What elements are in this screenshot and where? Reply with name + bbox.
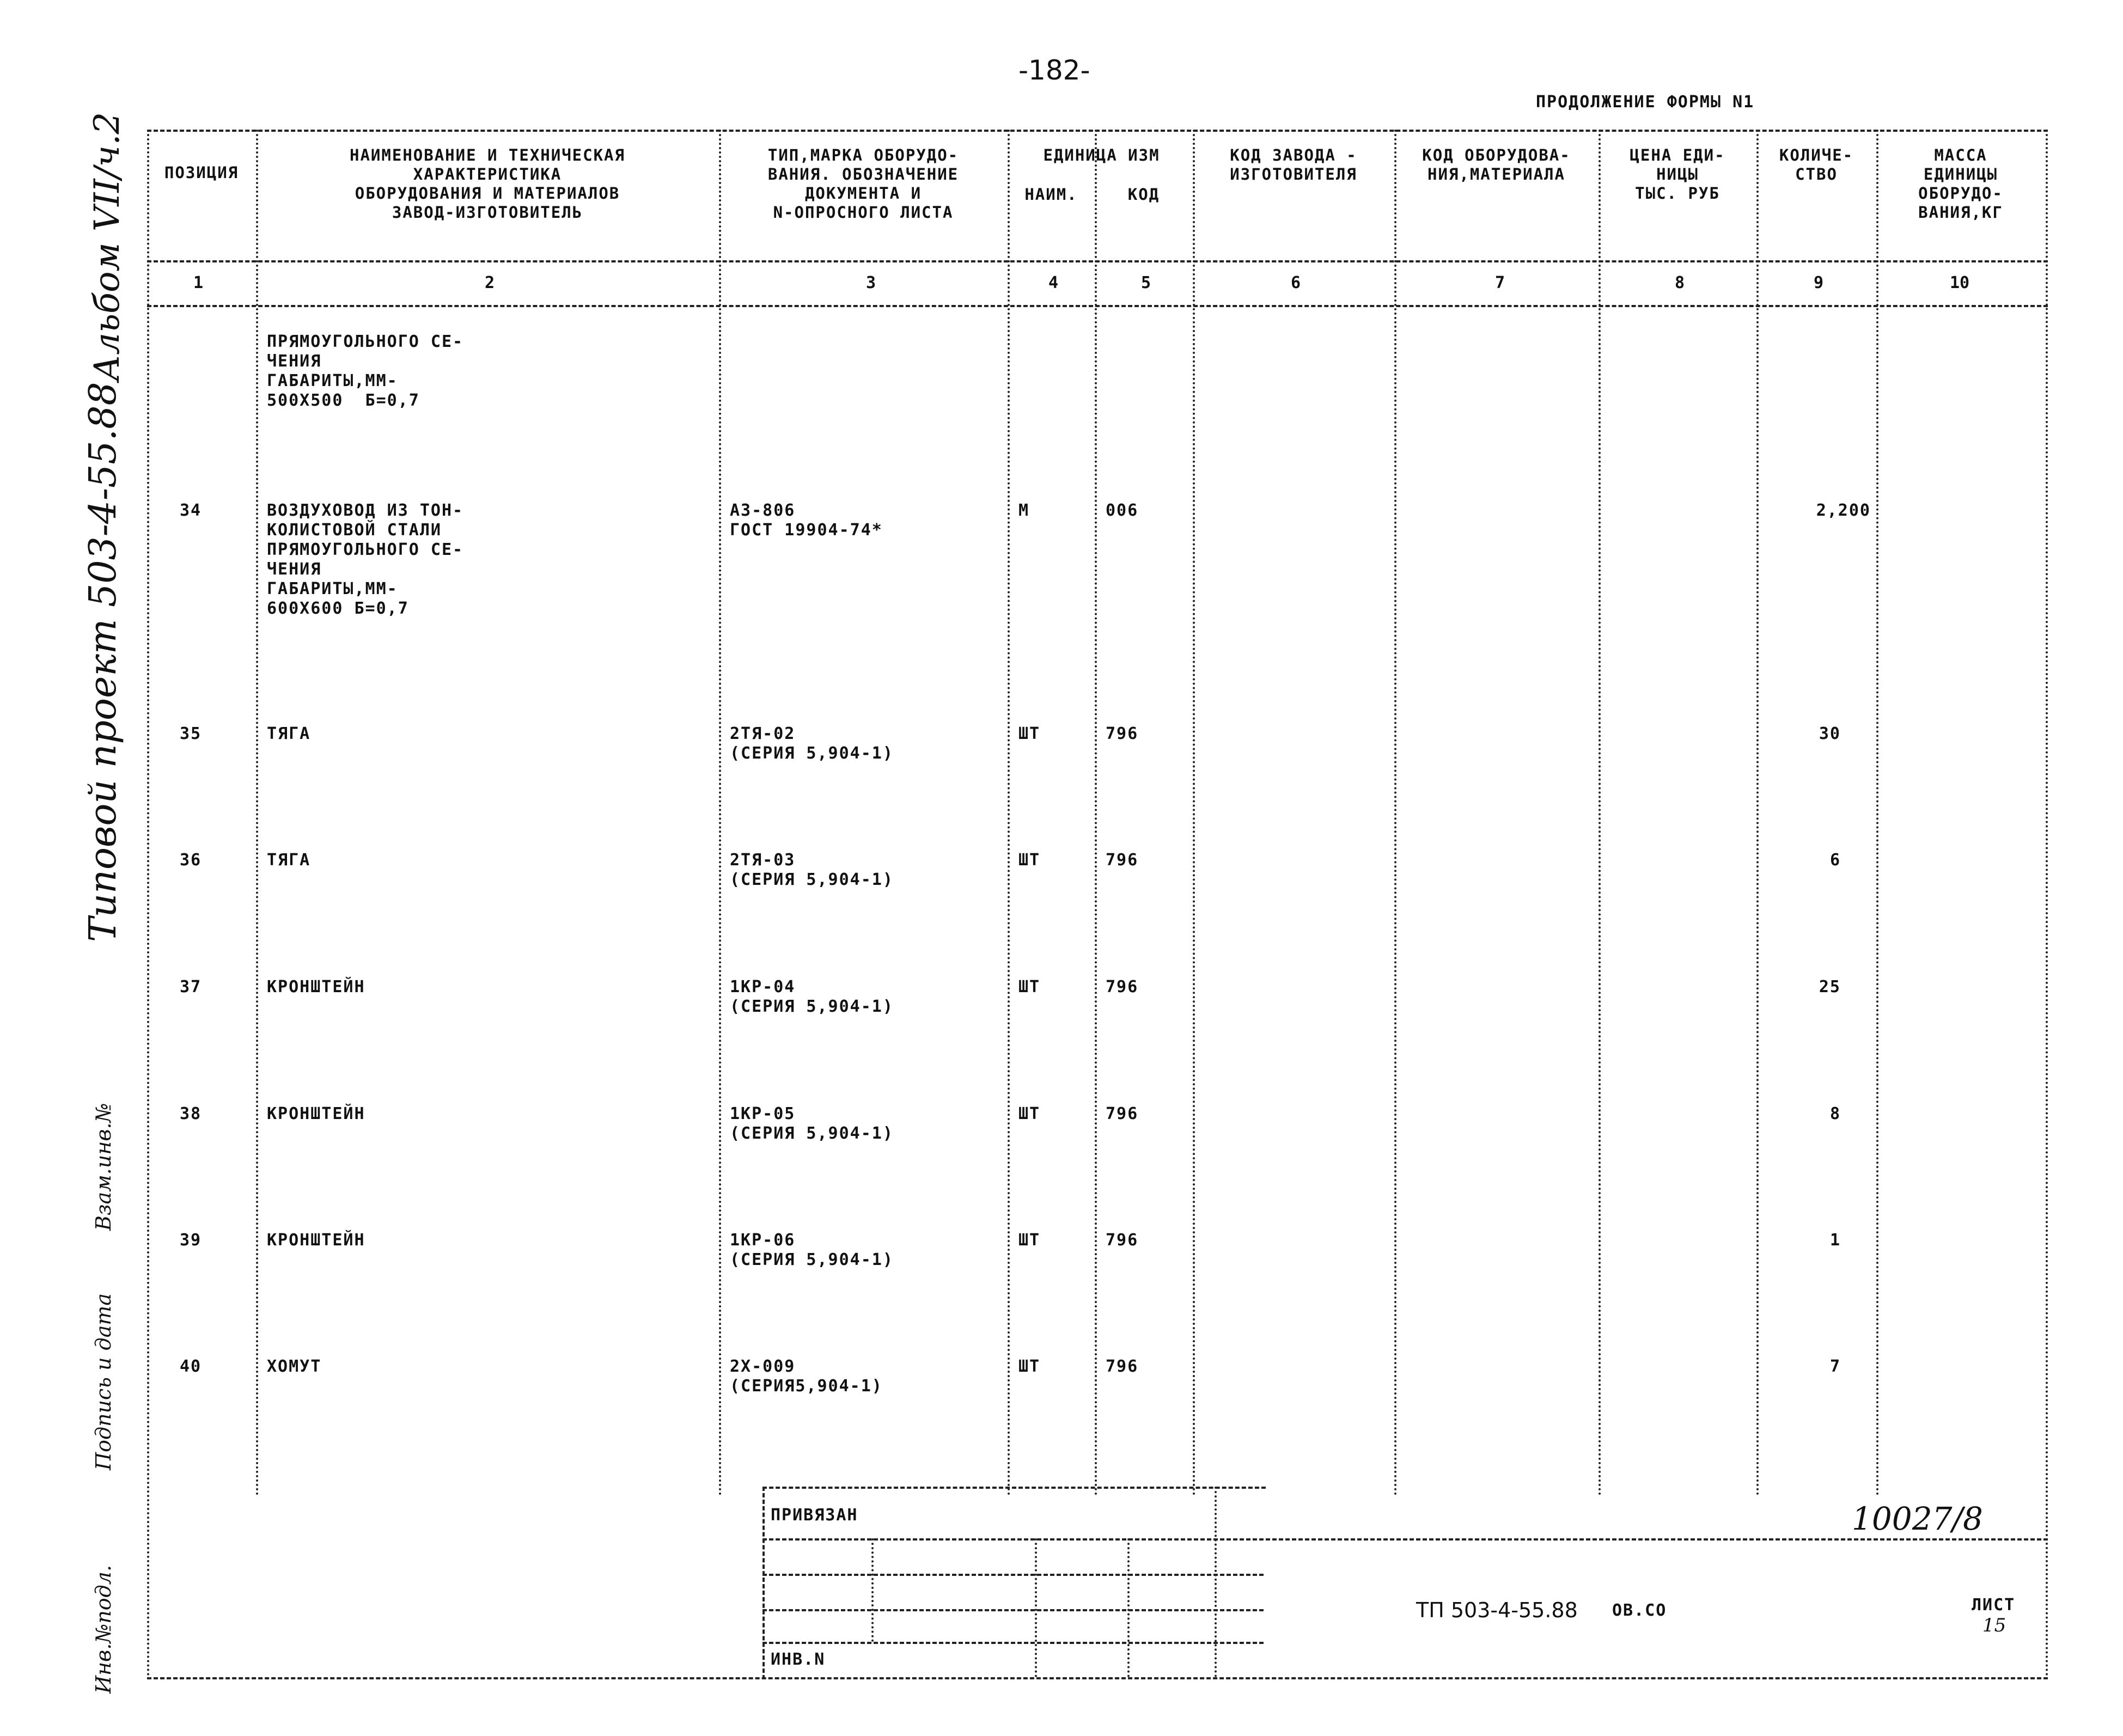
row-35-code: 796	[1106, 724, 1139, 743]
row-40-position: 40	[180, 1357, 202, 1376]
title-block-rule-1	[762, 1538, 2048, 1541]
row-38-quantity: 8	[1829, 1104, 1841, 1123]
header-bottom-rule	[147, 260, 2048, 262]
col-sep-4	[1095, 130, 1097, 1496]
column-number-8: 8	[1675, 273, 1685, 292]
header-name: НАИМЕНОВАНИЕ И ТЕХНИЧЕСКАЯ ХАРАКТЕРИСТИКА ОБОРУДОВАНИЯ И МАТЕРИАЛОВ ЗАВОД-ИЗГОТОВИТЕЛЬ	[350, 146, 625, 222]
column-number-9: 9	[1814, 273, 1824, 292]
column-number-6: 6	[1291, 273, 1301, 292]
row-39-quantity: 1	[1829, 1231, 1841, 1250]
title-block-col-3	[1127, 1538, 1130, 1677]
col-sep-8	[1756, 130, 1759, 1496]
row-36-quantity: 6	[1829, 851, 1841, 870]
row-34-unit: М	[1018, 501, 1030, 520]
column-number-10: 10	[1950, 273, 1970, 292]
row-39-name: КРОНШТЕЙН	[267, 1231, 365, 1250]
title-block-col-4	[1215, 1487, 1217, 1677]
title-block-rule-4	[762, 1642, 1264, 1644]
row-34-code: 006	[1106, 501, 1139, 520]
title-block-col-1	[871, 1538, 874, 1642]
sheet-label: ЛИСТ	[1972, 1596, 2016, 1615]
row-36-code: 796	[1106, 851, 1139, 870]
header-unit: ЕДИНИЦА ИЗМ	[1043, 146, 1160, 164]
title-block-rule-2	[762, 1574, 1264, 1576]
bound-label: ПРИВЯЗАН	[771, 1506, 858, 1525]
registration-number: 10027/8	[1852, 1500, 1983, 1537]
header-unit-name: НАИМ.	[1024, 185, 1078, 204]
stamp-box-inv-number: Инв.№подл.	[91, 1564, 115, 1694]
row-37-quantity: 25	[1819, 977, 1841, 997]
row-39-type: 1КР-06 (СЕРИЯ 5,904-1)	[730, 1231, 894, 1269]
row-35-unit: ШТ	[1018, 724, 1041, 743]
column-number-1: 1	[193, 273, 204, 292]
row-34-position: 34	[180, 501, 202, 520]
row-39-position: 39	[180, 1231, 202, 1250]
row-38-type: 1КР-05 (СЕРИЯ 5,904-1)	[730, 1104, 894, 1143]
row-35-quantity: 30	[1819, 724, 1841, 743]
col-sep-7	[1599, 130, 1601, 1496]
continuation-title: ПРОДОЛЖЕНИЕ ФОРМЫ N1	[1536, 93, 1755, 112]
row-40-name: ХОМУТ	[267, 1357, 322, 1376]
row-40-type: 2Х-009 (СЕРИЯ5,904-1)	[730, 1357, 883, 1396]
row-34-type: АЗ-806 ГОСТ 19904-74*	[730, 501, 883, 540]
row-40-code: 796	[1106, 1357, 1139, 1376]
header-plant-code: КОД ЗАВОДА - ИЗГОТОВИТЕЛЯ	[1230, 146, 1357, 184]
col-sep-1	[256, 130, 258, 1496]
row-40-unit: ШТ	[1018, 1357, 1041, 1376]
col-sep-9	[1876, 130, 1878, 1496]
title-block-col-2	[1035, 1538, 1037, 1677]
document-suffix: ОВ.СО	[1612, 1601, 1667, 1620]
row-40-quantity: 7	[1829, 1357, 1841, 1376]
row-37-code: 796	[1106, 977, 1139, 997]
header-position: ПОЗИЦИЯ	[164, 163, 239, 182]
col-sep-5	[1193, 130, 1195, 1496]
row-39-unit: ШТ	[1018, 1231, 1041, 1250]
column-number-5: 5	[1141, 273, 1151, 292]
row-37-unit: ШТ	[1018, 977, 1041, 997]
col-sep-left	[147, 130, 149, 1677]
header-equipment-code: КОД ОБОРУДОВА- НИЯ,МАТЕРИАЛА	[1422, 146, 1571, 184]
page-number: -182-	[1018, 54, 1090, 86]
carryover-text: ПРЯМОУГОЛЬНОГО СЕ- ЧЕНИЯ ГАБАРИТЫ,ММ- 500Х500 Б=0,7	[267, 332, 464, 410]
row-38-position: 38	[180, 1104, 202, 1123]
row-38-code: 796	[1106, 1104, 1139, 1123]
row-37-name: КРОНШТЕЙН	[267, 977, 365, 997]
column-number-2: 2	[485, 273, 495, 292]
header-quantity: КОЛИЧЕ- СТВО	[1779, 146, 1854, 184]
project-label: Типовой проект 503-4-55.88	[82, 382, 125, 942]
row-39-code: 796	[1106, 1231, 1139, 1250]
row-35-type: 2ТЯ-02 (СЕРИЯ 5,904-1)	[730, 724, 894, 763]
inventory-label: ИНВ.N	[771, 1650, 826, 1669]
stamp-box-signature-date: Подпись и дата	[91, 1293, 115, 1470]
column-number-7: 7	[1495, 273, 1505, 292]
header-mass: МАССА ЕДИНИЦЫ ОБОРУДО- ВАНИЯ,КГ	[1918, 146, 2003, 222]
table-top-rule	[147, 130, 2048, 132]
stamp-box-replaced-inv: Взам.инв.№	[91, 1103, 115, 1231]
header-type: ТИП,МАРКА ОБОРУДО- ВАНИЯ. ОБОЗНАЧЕНИЕ ДОКУМЕНТА И N-ОПРОСНОГО ЛИСТА	[767, 146, 959, 222]
col-sep-right	[2046, 130, 2048, 1677]
row-38-name: КРОНШТЕЙН	[267, 1104, 365, 1123]
document-code: ТП 503-4-55.88	[1416, 1598, 1578, 1622]
title-block-rule-3	[762, 1609, 1264, 1611]
column-number-4: 4	[1048, 273, 1059, 292]
column-number-3: 3	[866, 273, 876, 292]
row-36-position: 36	[180, 851, 202, 870]
col-sep-2	[719, 130, 721, 1496]
row-34-name: ВОЗДУХОВОД ИЗ ТОН- КОЛИСТОВОЙ СТАЛИ ПРЯМОУГОЛЬНОГО СЕ- ЧЕНИЯ ГАБАРИТЫ,ММ- 600Х600 Б=0,7	[267, 501, 464, 618]
col-sep-6	[1394, 130, 1396, 1496]
sheet-number: 15	[1982, 1615, 2006, 1636]
header-unit-code: КОД	[1127, 185, 1160, 204]
row-37-type: 1КР-04 (СЕРИЯ 5,904-1)	[730, 977, 894, 1016]
column-number-rule	[147, 305, 2048, 307]
col-sep-3	[1008, 130, 1010, 1496]
album-label: Альбом VII/ч.2	[87, 112, 127, 381]
row-36-name: ТЯГА	[267, 851, 311, 870]
row-37-position: 37	[180, 977, 202, 997]
row-36-type: 2ТЯ-03 (СЕРИЯ 5,904-1)	[730, 851, 894, 889]
row-35-name: ТЯГА	[267, 724, 311, 743]
row-38-unit: ШТ	[1018, 1104, 1041, 1123]
row-34-quantity: 2,200	[1816, 501, 1871, 520]
header-unit-price: ЦЕНА ЕДИ- НИЦЫ ТЫС. РУБ	[1630, 146, 1725, 203]
row-35-position: 35	[180, 724, 202, 743]
row-36-unit: ШТ	[1018, 851, 1041, 870]
